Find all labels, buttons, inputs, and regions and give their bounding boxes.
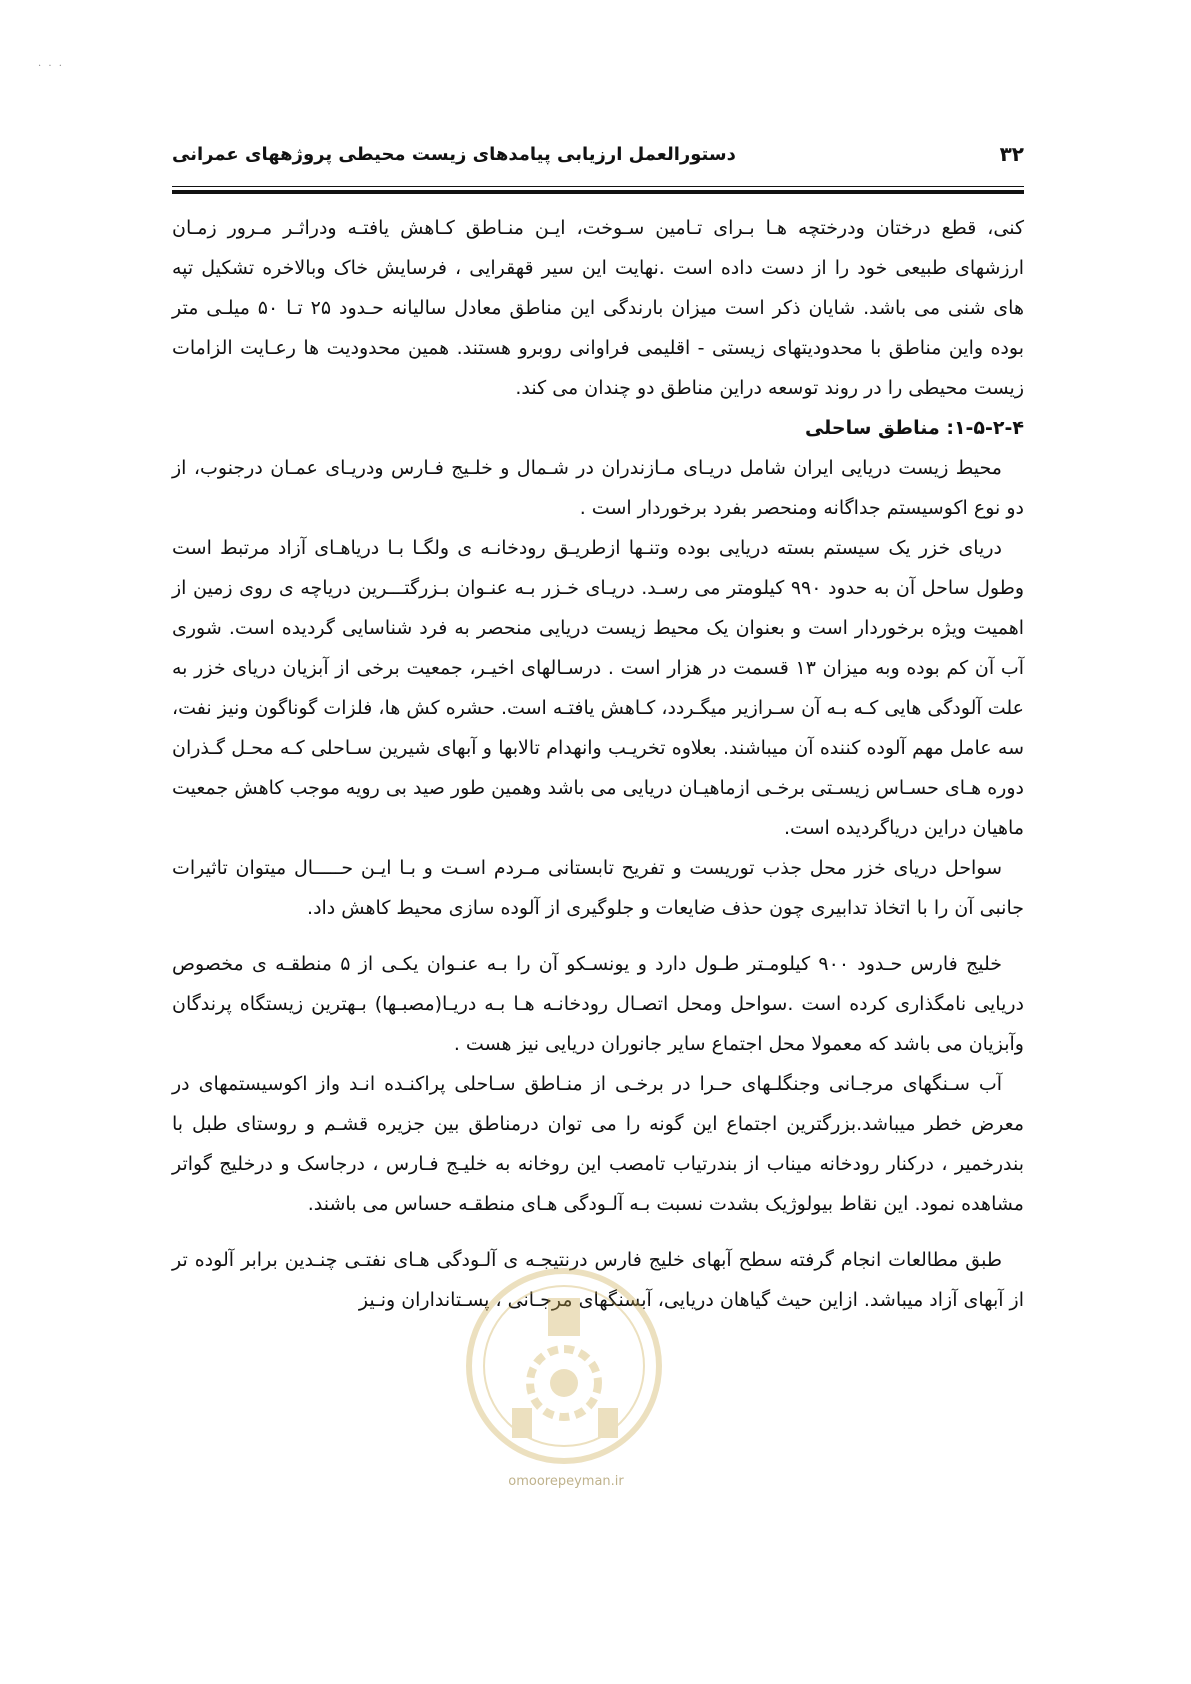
paragraph-2: محیط زیست دریایی ایران شامل دریـای مـازندران در شـمال و خلـیج فـارس ودریـای عمـان درجنوب، از دو نوع اکوسیستم جداگانه ومنحصر بفرد برخوردار است . bbox=[172, 457, 1024, 519]
paragraph-1: کنی، قطع درختان ودرختچه هـا بـرای تـامین سـوخت، ایـن منـاطق کـاهش یافتـه ودراثـر مـرور زمـان ارزشهای طبیعی خود را از دست داده است .نهایت این سیر قهقرایی ، فرسایش خاک وبالاخره تشکیل تپه های شنی می باشد. شایان ذکر است میزان بارندگی این مناطق معادل سالیانه حـدود ۲۵ تـا ۵۰ میلـی متر بوده واین مناطق با محدودیتهای زیستی - اقلیمی فراوانی روبرو هستند. همین محدودیت ها رعـایت الزامات زیست محیطی را در روند توسعه دراین مناطق دو چندان می کند. bbox=[172, 217, 1024, 399]
running-title: دستورالعمل ارزیابی پیامدهای زیست محیطی پروژههای عمرانی bbox=[172, 144, 736, 165]
page-header bbox=[172, 142, 1024, 182]
body-text bbox=[172, 208, 1024, 1320]
paragraph-5: خلیج فارس حـدود ۹۰۰ کیلومـتر طـول دارد و یونسـکو آن را بـه عنـوان یکـی از ۵ منطقـه ی مخصوص دریایی نامگذاری کرده است .سواحل ومحل اتصـال رودخانـه هـا بـه دریـا(مصبـها) بـهترین زیستگاه پرندگان وآبزیان می باشد که معمولا محل اجتماع سایر جانوران دریایی نیز هست . bbox=[172, 953, 1024, 1055]
paragraph-7: طبق مطالعات انجام گرفته سطح آبهای خلیج فارس درنتیجـه ی آلـودگی هـای نفتـی چنـدین برابر آلوده تر از آبهای آزاد میباشد. ازاین حیث گیاهان دریایی، آبسنگهای مرجـانی ، پسـتانداران ونـیز bbox=[172, 1249, 1024, 1311]
watermark-url: omoorepeyman.ir bbox=[508, 1474, 624, 1489]
paragraph-4: سواحل دریای خزر محل جذب توریست و تفریح تابستانی مـردم اسـت و بـا ایـن حـــــال میتوان تاثیرات جانبی آن را با اتخاذ تدابیری چون حذف ضایعات و جلوگیری از آلوده سازی محیط کاهش داد. bbox=[172, 857, 1024, 919]
paragraph-6: آب سـنگهای مرجـانی وجنگلـهای حـرا در برخـی از منـاطق سـاحلی پراکنـده انـد واز اکوسیستمهای در معرض خطر میباشد.بزرگترین اجتماع این گونه را می توان درمناطق بین جزیره قشـم و روستای طبل با بندرخمیر ، درکنار رودخانه میناب از بندرتیاب تامصب این روخانه به خلیـج فـارس ، درجاسک و درخلیج گواتر مشاهده نمود. این نقاط بیولوژیک بشدت نسبت بـه آلـودگی هـای منطقـه حساس می باشند. bbox=[172, 1073, 1024, 1215]
watermark-seal bbox=[452, 1258, 677, 1468]
scan-artifact-dots: . . . bbox=[38, 58, 64, 69]
paragraph-3: دریای خزر یک سیستم بسته دریایی بوده وتنـها ازطریـق رودخانـه ی ولگـا بـا دریاهـای آزاد مرتبط است وطول ساحل آن به حدود ۹۹۰ کیلومتر می رسـد. دریـای خـزر بـه عنـوان بـزرگتـــرین دریاچه ی روی زمین از اهمیت ویژه برخوردار است و بعنوان یک محیط زیست دریایی منحصر به فرد شناسایی گردیده است. شوری آب آن کم بوده وبه میزان ۱۳ قسمت در هزار است . درسـالهای اخیـر، جمعیت برخی از آبزیان دریای خزر به علت آلودگی هایی کـه بـه آن سـرازیر میگـردد، کـاهش یافتـه است. حشره کش ها، فلزات گوناگون ونیز نفت، سه عامل مهم آلوده کننده آن میباشند. بعلاوه تخریـب وانهدام تالابها و آبهای شیرین سـاحلی کـه محـل گـذران دوره هـای حسـاس زیسـتی برخـی ازماهیـان دریایی می باشد وهمین طور صید بی رویه موجب کاهش جمعیت ماهیان دراین دریاگردیده است. bbox=[172, 537, 1025, 839]
section-heading: ۱-۵-۲-۴: مناطق ساحلی bbox=[804, 417, 1024, 439]
header-rule-thin bbox=[172, 186, 1024, 187]
header-rule-thick bbox=[172, 190, 1024, 194]
page-number: ۳۲ bbox=[999, 142, 1024, 166]
